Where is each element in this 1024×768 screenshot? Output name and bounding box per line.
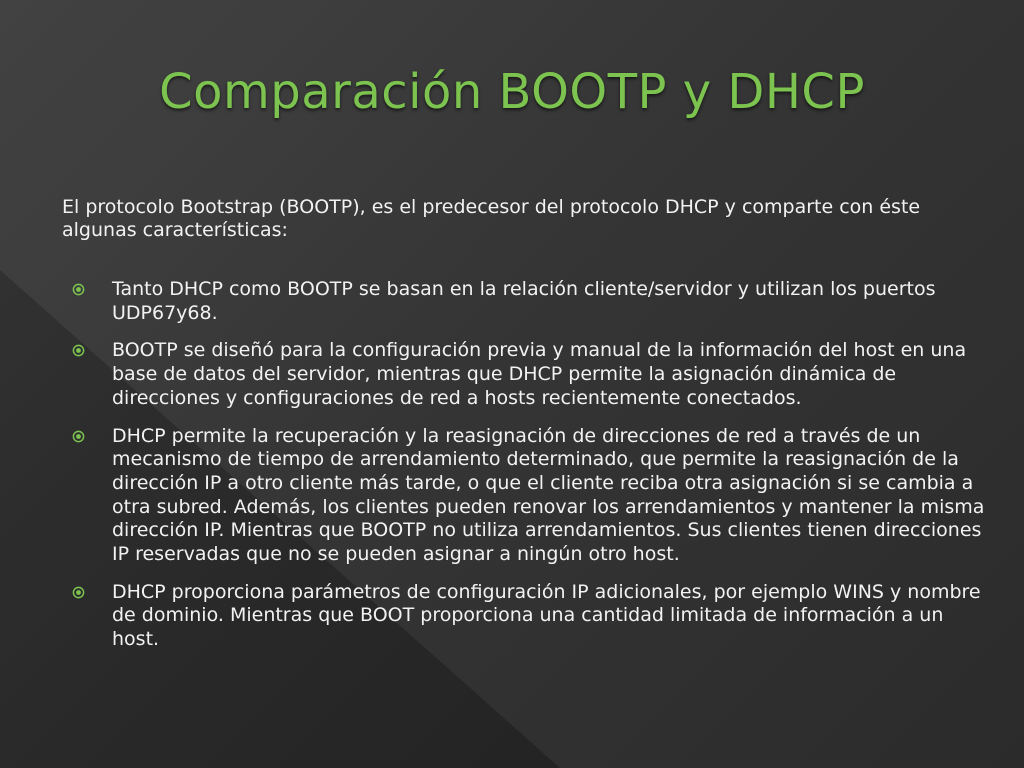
ring-bullet-icon <box>72 586 85 599</box>
bullet-text: DHCP proporciona parámetros de configuración IP adicionales, por ejemplo WINS y nombre de dominio. Mientras que BOOT proporciona una cantidad limitada de información a un host. <box>112 580 981 651</box>
intro-paragraph: El protocolo Bootstrap (BOOTP), es el predecesor del protocolo DHCP y comparte con éste algunas características: <box>62 196 921 241</box>
bullet-item <box>70 339 985 410</box>
bullet-text: BOOTP se diseñó para la configuración previa y manual de la información del host en una base de datos del servidor, mientras que DHCP permite la asignación dinámica de direcciones y configuraciones de red a hosts recientemente conectados. <box>112 339 967 409</box>
ring-bullet-icon <box>72 344 85 357</box>
ring-bullet-icon <box>72 430 85 443</box>
bullet-item <box>70 425 985 567</box>
bullet-text: Tanto DHCP como BOOTP se basan en la relación cliente/servidor y utilizan los puertos UDP67y68. <box>112 278 936 324</box>
bullet-list <box>70 278 985 666</box>
bullet-item <box>70 278 985 325</box>
slide-title: Comparación BOOTP y DHCP <box>159 64 865 120</box>
ring-bullet-icon <box>72 283 85 296</box>
bullet-item <box>70 581 985 652</box>
bullet-text: DHCP permite la recuperación y la reasignación de direcciones de red a través de un mecanismo de tiempo de arrendamiento determinado, que permite la reasignación de la dirección IP a otro cliente más tarde, o que el cliente reciba otra asignación si se cambia a otra subred. Además, los clientes pueden renovar los arrendamientos y mantener la misma dirección IP. Mientras que BOOTP no utiliza arrendamientos. Sus clientes tienen direcciones IP reservadas que no se pueden asignar a ningún otro host. <box>112 424 985 566</box>
